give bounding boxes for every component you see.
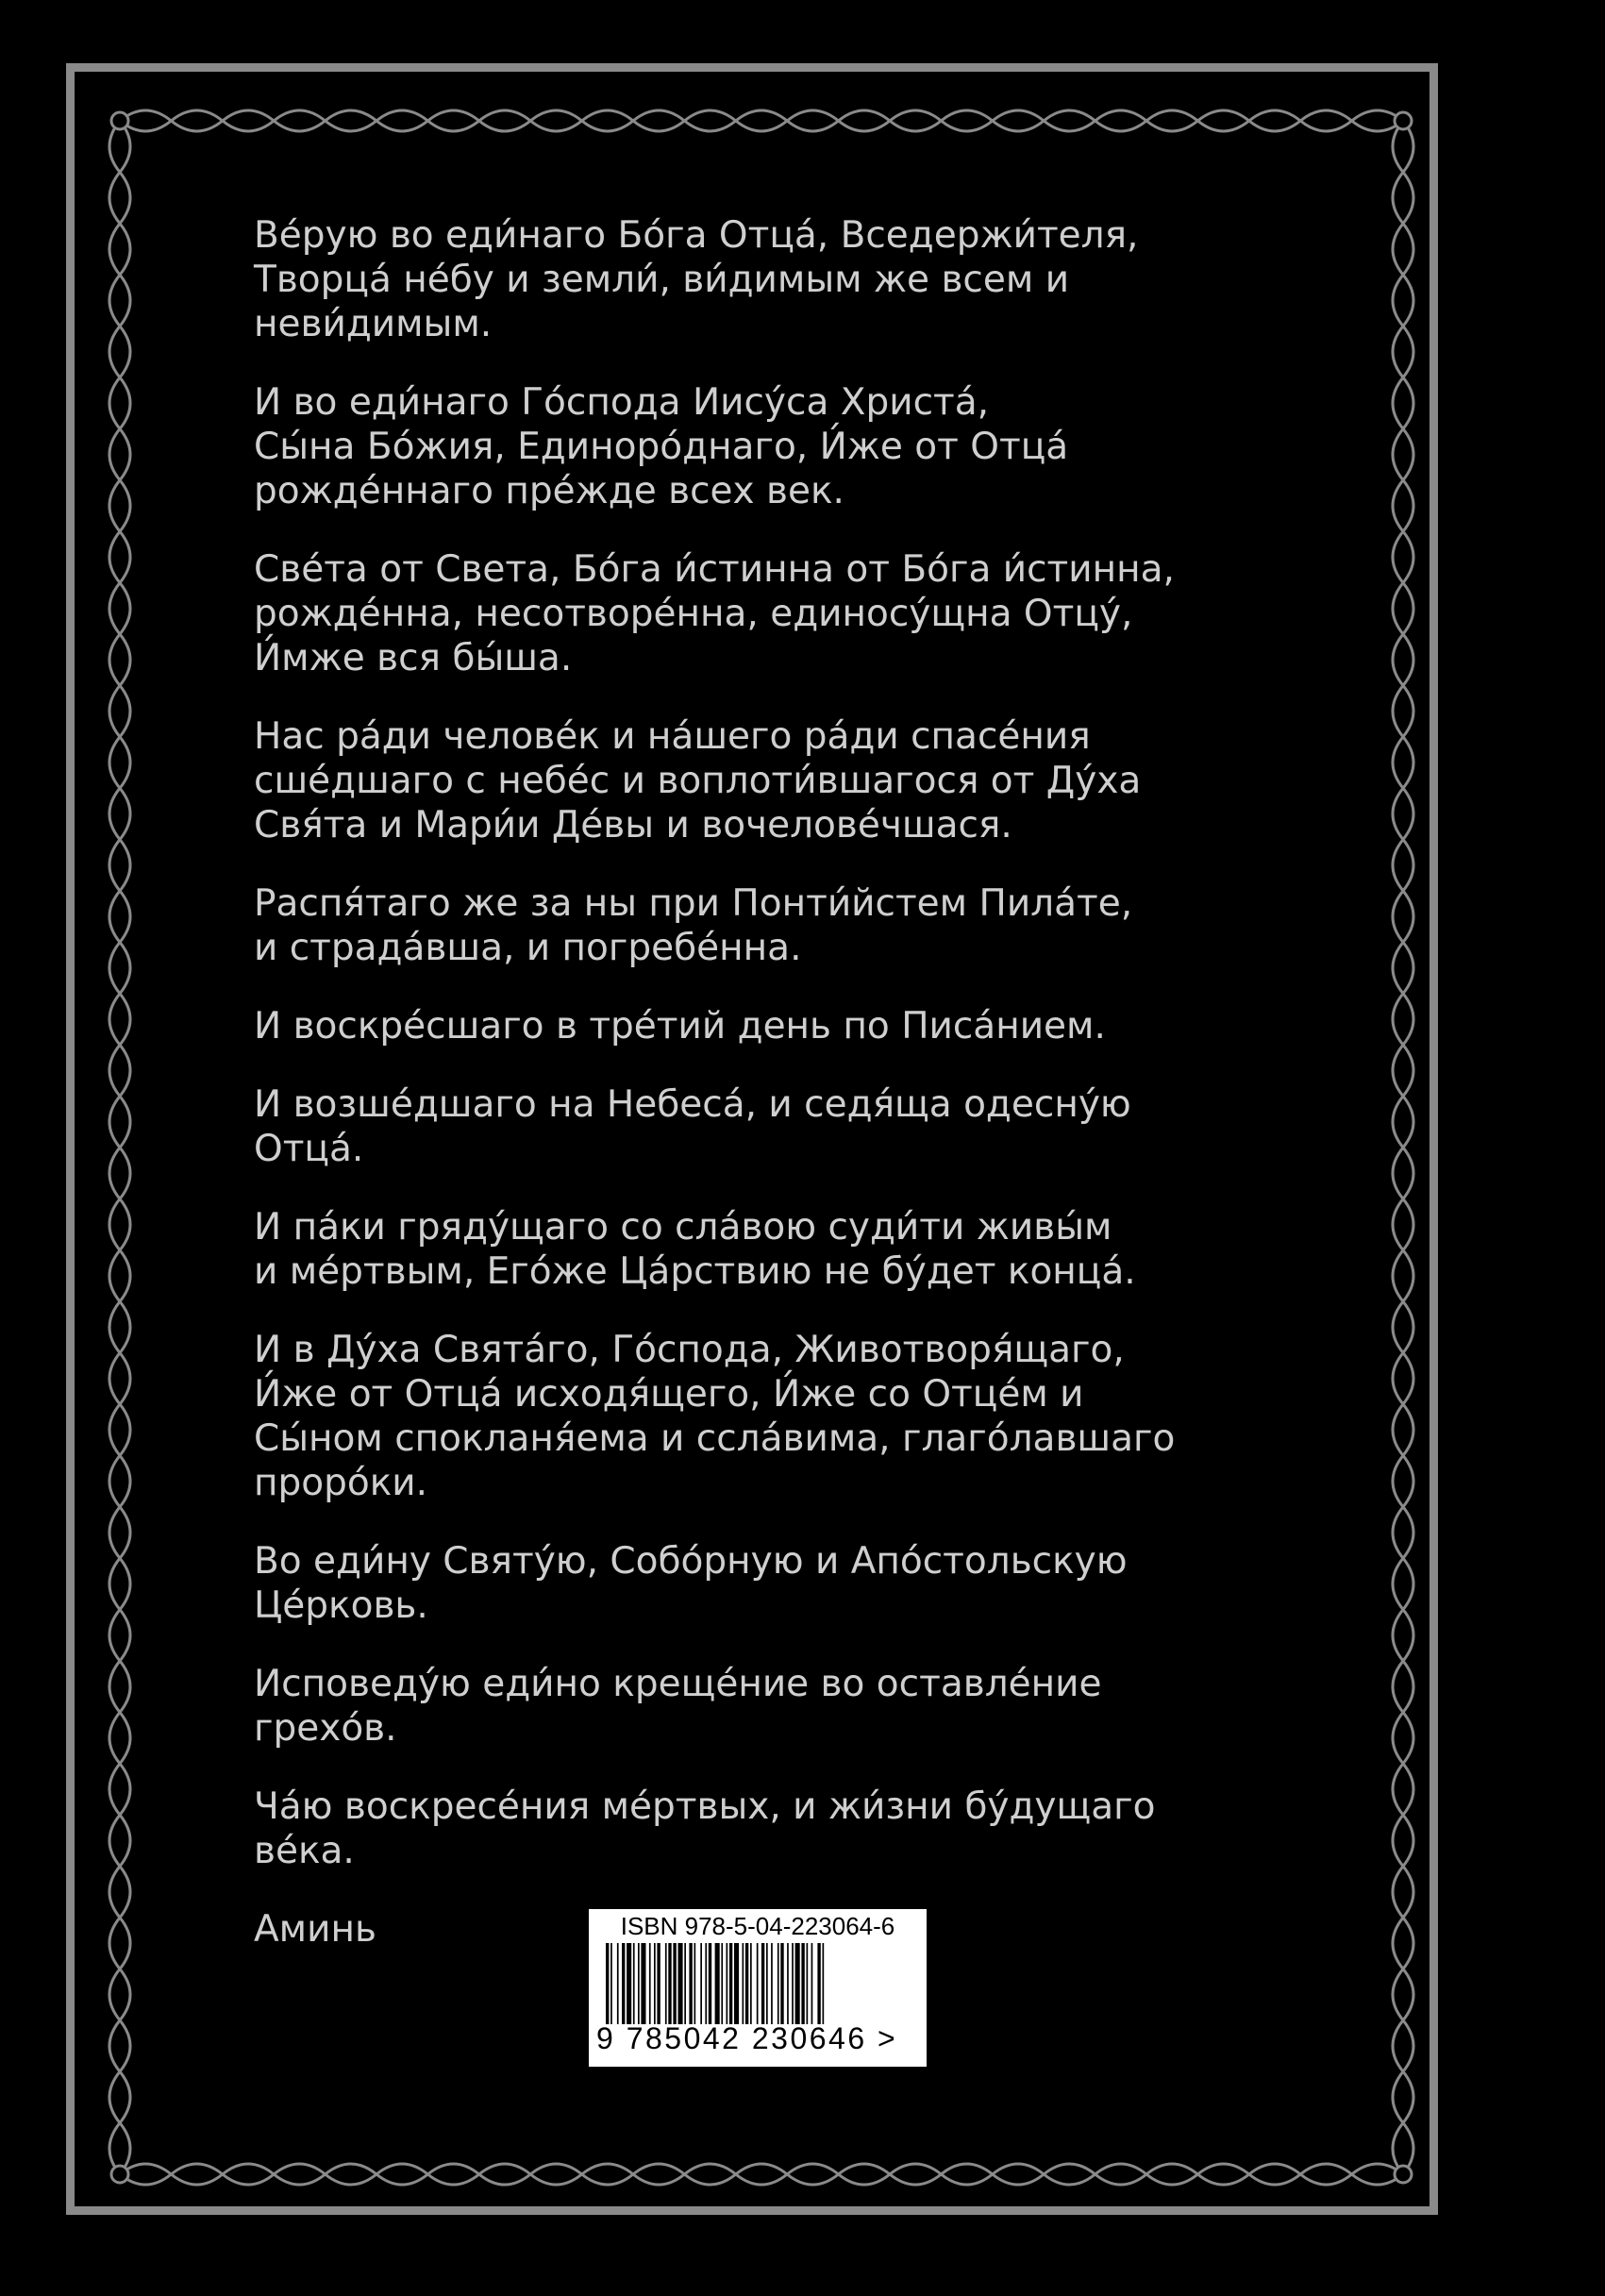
- creed-paragraph-3: Све́та от Света, Бо́га и́стинна от Бо́га и́стинна, рожде́нна, несотворе́нна, единосу́щна Отцу́, И́мже вся бы́ша.: [254, 548, 1175, 679]
- creed-paragraph-4: Нас ра́ди челове́к и на́шего ра́ди спасе́ния сше́дшаго с небе́с и воплоти́вшагося от Ду́ха Свя́та и Мари́и Де́вы и вочелове́чшася.: [254, 715, 1142, 846]
- creed-paragraph-1: Ве́рую во еди́наго Бо́га Отца́, Вседержи́теля, Творца́ не́бу и земли́, ви́димым же всем и неви́димым.: [254, 214, 1139, 345]
- isbn-digits: 9 785042 230646 >: [596, 2021, 898, 2055]
- book-back-cover: [66, 63, 1438, 2215]
- creed-amen: Аминь: [254, 1908, 376, 1951]
- creed-paragraph-10: Во еди́ну Святу́ю, Собо́рную и Апо́стольскую Це́рковь.: [254, 1540, 1128, 1627]
- isbn-barcode-panel: [589, 1909, 927, 2067]
- creed-text: [254, 213, 1273, 1986]
- barcode-icon: [602, 1943, 913, 2024]
- creed-paragraph-2: И во еди́наго Го́спода Иису́са Христа́, Сы́на Бо́жия, Единоро́днаго, И́же от Отца́ рожде́ннаго пре́жде всех век.: [254, 381, 1069, 512]
- creed-paragraph-7: И возше́дшаго на Небеса́, и седя́ща одесну́ю Отца́.: [254, 1083, 1131, 1170]
- creed-paragraph-12: Ча́ю воскресе́ния ме́ртвых, и жи́зни бу́дущаго ве́ка.: [254, 1785, 1156, 1872]
- creed-paragraph-6: И воскре́сшаго в тре́тий день по Писа́нием.: [254, 1005, 1106, 1047]
- creed-paragraph-5: Распя́таго же за ны при Понти́йстем Пила́те, и страда́вша, и погребе́нна.: [254, 882, 1133, 969]
- creed-paragraph-8: И па́ки гряду́щаго со сла́вою суди́ти живы́м и ме́ртвым, Его́же Ца́рствию не бу́дет конца́.: [254, 1206, 1136, 1293]
- isbn-label: ISBN 978-5-04-223064-6: [620, 1912, 895, 1940]
- creed-paragraph-11: Исповеду́ю еди́но креще́ние во оставле́ние грехо́в.: [254, 1663, 1102, 1750]
- creed-paragraph-9: И в Ду́ха Свята́го, Го́спода, Животворя́щаго, И́же от Отца́ исходя́щего, И́же со Отце́м и Сы́ном спокланя́ема и ссла́вима, глаго́лавшаго проро́ки.: [254, 1329, 1176, 1504]
